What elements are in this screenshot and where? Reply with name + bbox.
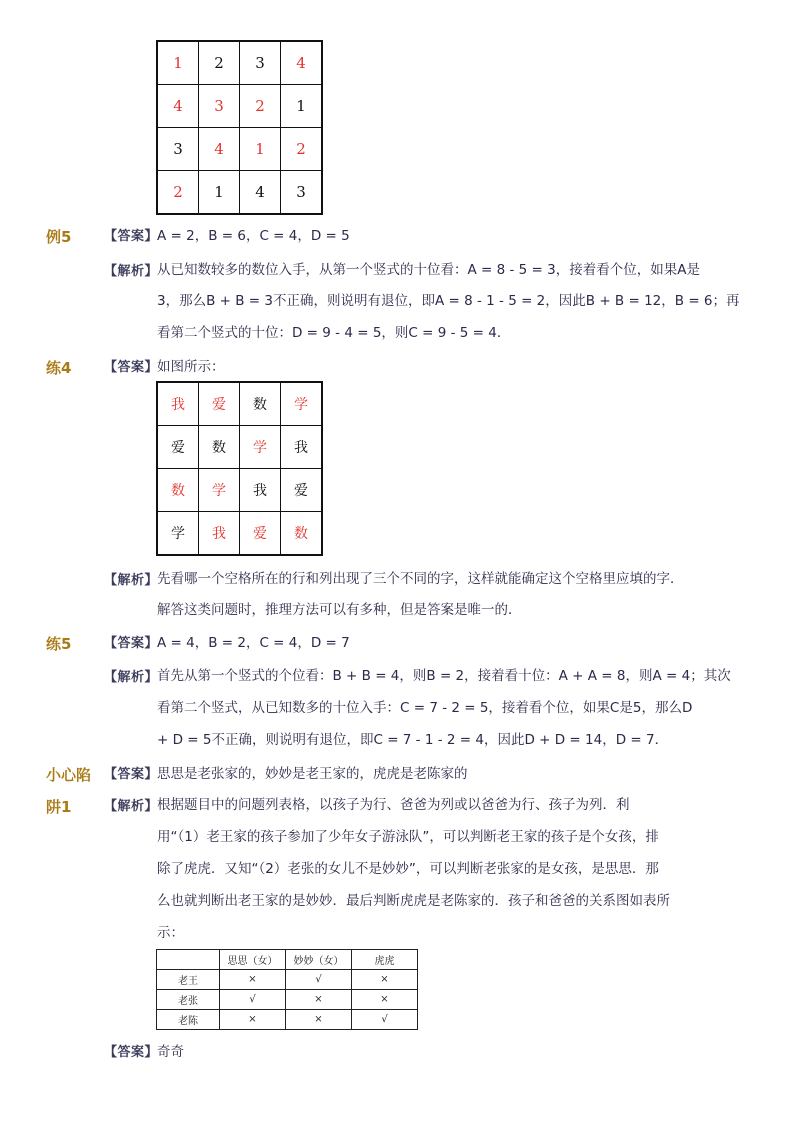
- grid-row: [157, 469, 322, 512]
- practice-4-analysis-label: 【解析】: [104, 573, 159, 588]
- grid-cell: 爱: [157, 426, 199, 469]
- practice-5-analysis-line: + D = 5不正确，则说明有退位，即C = 7 - 1 - 2 = 4，因此D + D = 14，D = 7．: [157, 732, 669, 748]
- example-5-analysis-line: 3，那么B + B = 3不正确，则说明有退位，即A = 8 - 1 - 5 = 2，因此B + B = 12，B = 6；再: [157, 293, 740, 309]
- table-cell: 老陈: [157, 1010, 220, 1030]
- practice-5-analysis-line: 首先从第一个竖式的个位看：B + B = 4，则B = 2，接着看十位：A + A = 8，则A = 4；其次: [157, 668, 731, 684]
- table-cell: ×: [352, 970, 418, 990]
- grid-cell: 4: [240, 171, 281, 215]
- table-cell: 妙妙（女）: [286, 950, 352, 970]
- trap-1-answer-label: 【答案】: [104, 767, 159, 782]
- grid-cell: 2: [240, 85, 281, 128]
- number-sudoku-grid: [156, 40, 323, 215]
- practice-5-analysis-line: 看第二个竖式，从已知数多的十位入手：C = 7 - 2 = 5，接着看个位，如果C是5，那么D: [157, 700, 693, 716]
- grid-row: [157, 426, 322, 469]
- trap-1-analysis-line: 示：: [157, 925, 184, 941]
- example-5-analysis-label: 【解析】: [104, 264, 159, 279]
- table-row: [157, 990, 418, 1010]
- trap-1-answer: 思思是老张家的，妙妙是老王家的，虎虎是老陈家的: [157, 766, 468, 782]
- example-5-answer: A = 2，B = 6，C = 4，D = 5: [157, 228, 350, 244]
- table-cell: 思思（女）: [220, 950, 286, 970]
- example-5-analysis-line: 从已知数较多的数位入手，从第一个竖式的十位看：A = 8 - 5 = 3，接着看个位，如果A是: [157, 262, 700, 278]
- grid-cell: 4: [199, 128, 240, 171]
- grid-cell: 学: [240, 426, 281, 469]
- grid-cell: 爱: [281, 469, 323, 512]
- grid-cell: 数: [240, 382, 281, 426]
- grid-cell: 我: [281, 426, 323, 469]
- grid-cell: 2: [199, 41, 240, 85]
- practice-5-answer: A = 4，B = 2，C = 4，D = 7: [157, 635, 350, 651]
- example-5-tag: 例5: [46, 228, 72, 246]
- practice-4-analysis-line: 先看哪一个空格所在的行和列出现了三个不同的字，这样就能确定这个空格里应填的字．: [157, 571, 684, 587]
- table-cell: ×: [286, 990, 352, 1010]
- grid-cell: 2: [157, 171, 199, 215]
- table-cell: ×: [286, 1010, 352, 1030]
- practice-5-tag: 练5: [46, 635, 72, 653]
- grid-row: [157, 41, 322, 85]
- table-cell: √: [286, 970, 352, 990]
- table-cell: ×: [352, 990, 418, 1010]
- trap-1-analysis-line: 根据题目中的问题列表格，以孩子为行、爸爸为列或以爸爸为行、孩子为列．利: [157, 797, 630, 813]
- trap-1-tag-line2: 阱1: [46, 798, 72, 816]
- table-cell: ×: [220, 1010, 286, 1030]
- grid-cell: 3: [240, 41, 281, 85]
- grid-cell: 3: [157, 128, 199, 171]
- grid-cell: 3: [199, 85, 240, 128]
- grid-cell: 我: [157, 382, 199, 426]
- grid-cell: 爱: [240, 512, 281, 556]
- grid-cell: 学: [199, 469, 240, 512]
- grid-cell: 1: [157, 41, 199, 85]
- grid-cell: 学: [157, 512, 199, 556]
- trap-1-analysis-line: 用“（1）老王家的孩子参加了少年女子游泳队”，可以判断老王家的孩子是个女孩，排: [157, 829, 659, 845]
- example-5-answer-label: 【答案】: [104, 229, 159, 244]
- practice-4-tag: 练4: [46, 359, 72, 377]
- table-cell: ×: [220, 970, 286, 990]
- trap-1-tag-line1: 小心陷: [46, 766, 92, 784]
- practice-4-answer: 如图所示：: [157, 359, 225, 375]
- table-cell: √: [220, 990, 286, 1010]
- practice-5-answer-label: 【答案】: [104, 636, 159, 651]
- example-5-analysis-line: 看第二个竖式的十位：D = 9 - 4 = 5，则C = 9 - 5 = 4．: [157, 325, 511, 341]
- grid-cell: 4: [157, 85, 199, 128]
- relationship-table: [156, 949, 418, 1030]
- table-cell: 老张: [157, 990, 220, 1010]
- grid-row: [157, 85, 322, 128]
- grid-cell: 数: [199, 426, 240, 469]
- table-cell: 虎虎: [352, 950, 418, 970]
- grid-cell: 1: [199, 171, 240, 215]
- grid-cell: 爱: [199, 382, 240, 426]
- grid-cell: 数: [157, 469, 199, 512]
- table-cell: [157, 950, 220, 970]
- trap-1-analysis-line: 除了虎虎．又知“（2）老张的女儿不是妙妙”，可以判断老张家的是女孩，是思思．那: [157, 861, 659, 877]
- practice-4-answer-label: 【答案】: [104, 360, 159, 375]
- grid-cell: 3: [281, 171, 323, 215]
- character-sudoku-grid: [156, 381, 323, 556]
- grid-cell: 2: [281, 128, 323, 171]
- grid-row: [157, 171, 322, 215]
- practice-4-analysis-line: 解答这类问题时，推理方法可以有多种，但是答案是唯一的．: [157, 602, 522, 618]
- grid-cell: 1: [240, 128, 281, 171]
- grid-row: [157, 512, 322, 556]
- table-cell: 老王: [157, 970, 220, 990]
- trap-1-final-answer-label: 【答案】: [104, 1045, 159, 1060]
- trap-1-final-answer: 奇奇: [157, 1044, 184, 1060]
- grid-cell: 我: [240, 469, 281, 512]
- grid-cell: 数: [281, 512, 323, 556]
- table-row: [157, 1010, 418, 1030]
- grid-cell: 1: [281, 85, 323, 128]
- grid-cell: 学: [281, 382, 323, 426]
- trap-1-analysis-label: 【解析】: [104, 799, 159, 814]
- grid-row: [157, 382, 322, 426]
- grid-cell: 4: [281, 41, 323, 85]
- grid-row: [157, 128, 322, 171]
- trap-1-analysis-line: 么也就判断出老王家的是妙妙．最后判断虎虎是老陈家的．孩子和爸爸的关系图如表所: [157, 893, 670, 909]
- practice-5-analysis-label: 【解析】: [104, 670, 159, 685]
- grid-cell: 我: [199, 512, 240, 556]
- table-header-row: [157, 950, 418, 970]
- table-cell: √: [352, 1010, 418, 1030]
- table-row: [157, 970, 418, 990]
